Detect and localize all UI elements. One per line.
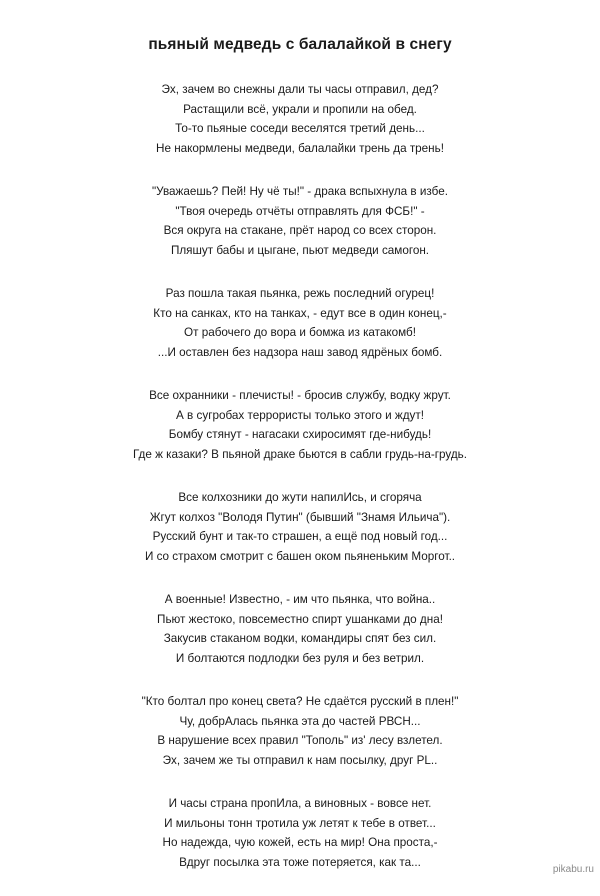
stanza bbox=[0, 692, 600, 770]
poem-line: Вдруг посылка эта тоже потеряется, как та... bbox=[179, 855, 421, 869]
poem-line: Русский бунт и так-то страшен, а ещё под новый год... bbox=[152, 530, 448, 543]
poem-body bbox=[0, 80, 600, 896]
poem-line: Закусив стаканом водки, командиры спят без сил. bbox=[163, 632, 437, 645]
poem-line: И болтаются подлодки без руля и без ветрил. bbox=[175, 651, 425, 665]
poem-line: И часы страна пропИла, а виновных - вовсе нет. bbox=[168, 797, 432, 810]
poem-line: От рабочего до вора и бомжа из катакомб! bbox=[184, 326, 416, 339]
poem-line: А в сугробах террористы только этого и ждут! bbox=[176, 408, 424, 422]
poem-line: А военные! Известно, - им что пьянка, что война.. bbox=[164, 593, 436, 606]
poem-line: Все охранники - плечисты! - бросив службу, водку жрут. bbox=[149, 389, 451, 402]
stanza bbox=[0, 794, 600, 872]
poem-line: Эх, зачем во снежны дали ты часы отправил, дед? bbox=[161, 83, 439, 96]
poem-line: И со страхом смотрит с башен оком пьяненьким Моргот.. bbox=[144, 549, 456, 563]
poem-line: Жгут колхоз "Володя Путин" (бывший "Знамя Ильича"). bbox=[149, 510, 451, 524]
stanza bbox=[0, 386, 600, 464]
stanza bbox=[0, 80, 600, 158]
poem-line: И мильоны тонн тротила уж летят к тебе в ответ... bbox=[164, 816, 436, 830]
poem-line: Но надежда, чую кожей, есть на мир! Она проста,- bbox=[162, 836, 438, 849]
stanza bbox=[0, 488, 600, 566]
poem-line: "Уважаешь? Пей! Ну чё ты!" - драка вспыхнула в избе. bbox=[152, 185, 448, 198]
poem-line: Пляшут бабы и цыгане, пьют медведи самогон. bbox=[170, 243, 430, 257]
stanza bbox=[0, 284, 600, 362]
poem-line: "Твоя очередь отчёты отправлять для ФСБ!" - bbox=[175, 204, 425, 218]
poem-line: Растащили всё, украли и пропили на обед. bbox=[183, 102, 417, 116]
poem-line: Вся округа на стакане, прёт народ со всех сторон. bbox=[163, 224, 437, 237]
watermark: pikabu.ru bbox=[552, 864, 594, 875]
poem-line: Пьют жестоко, повсеместно спирт ушанками до дна! bbox=[157, 612, 443, 626]
poem-line: Кто на санках, кто на танках, - едут все в один конец,- bbox=[153, 306, 447, 320]
poem-line: В нарушение всех правил "Тополь" из' лесу взлетел. bbox=[157, 734, 443, 747]
poem-line: Где ж казаки? В пьяной драке бьются в сабли грудь-на-грудь. bbox=[133, 447, 467, 461]
poem-line: То-то пьяные соседи веселятся третий день... bbox=[175, 122, 425, 135]
poem-title: пьяный медведь с балалайкой в снегу bbox=[148, 36, 452, 53]
poem-line: ...И оставлен без надзора наш завод ядрёных бомб. bbox=[157, 345, 443, 359]
poem-line: Раз пошла такая пьянка, режь последний огурец! bbox=[165, 287, 435, 300]
poem-line: Бомбу стянут - нагасаки схиросимят где-нибудь! bbox=[168, 428, 432, 441]
stanza bbox=[0, 590, 600, 668]
poem-line: Не накормлены медведи, балалайки трень да трень! bbox=[156, 141, 444, 155]
poem-line: Чу, добрАлась пьянка эта до частей РВСН... bbox=[179, 714, 421, 728]
poem-line: "Кто болтал про конец света? Не сдаётся русский в плен!" bbox=[141, 695, 459, 708]
stanza bbox=[0, 182, 600, 260]
poem-line: Все колхозники до жути напилИсь, и сгоряча bbox=[178, 491, 422, 504]
poem-line: Эх, зачем же ты отправил к нам посылку, друг PL.. bbox=[162, 753, 438, 767]
